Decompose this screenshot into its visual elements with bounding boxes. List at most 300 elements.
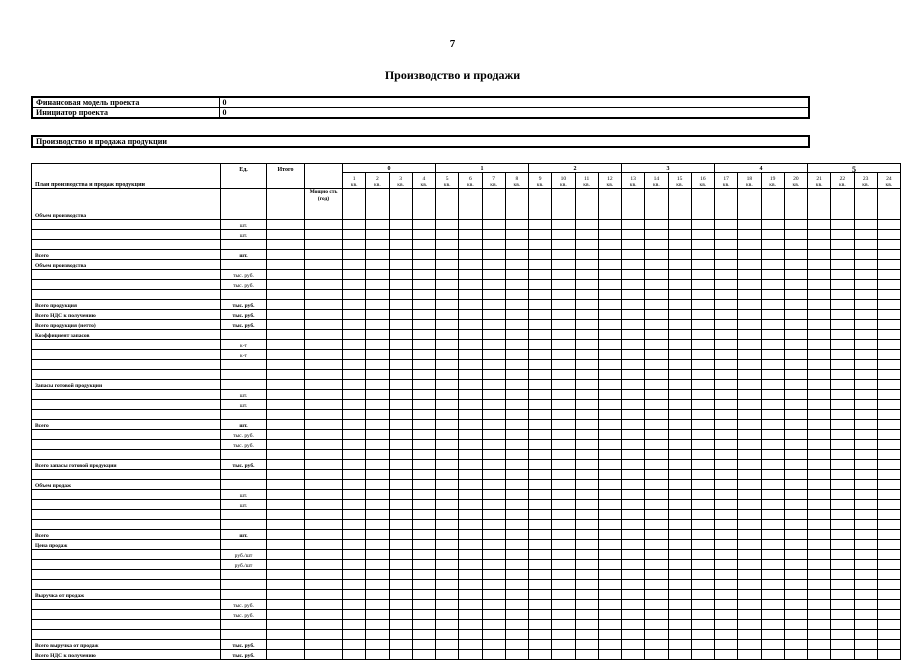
quarter-cell xyxy=(343,390,366,400)
quarter-cell xyxy=(412,300,435,310)
quarter-cell xyxy=(529,430,552,440)
quarter-cell xyxy=(436,220,459,230)
quarter-cell xyxy=(412,290,435,300)
quarter-cell xyxy=(831,189,854,220)
quarter-cell xyxy=(552,510,575,520)
row-total xyxy=(267,250,305,260)
table-row xyxy=(32,610,901,620)
project-model-value: 0 xyxy=(219,97,809,108)
quarter-cell xyxy=(343,500,366,510)
quarter-cell xyxy=(645,480,668,490)
quarter-cell xyxy=(877,300,900,310)
quarter-cell xyxy=(761,420,784,430)
quarter-cell xyxy=(598,220,621,230)
quarter-cell xyxy=(808,480,831,490)
quarter-cell xyxy=(366,490,389,500)
quarter-cell xyxy=(784,610,807,620)
quarter-cell xyxy=(691,490,714,500)
quarter-cell xyxy=(622,350,645,360)
quarter-cell xyxy=(668,410,691,420)
quarter-cell xyxy=(598,610,621,620)
quarter-cell xyxy=(482,470,505,480)
quarter-cell xyxy=(482,290,505,300)
quarter-cell xyxy=(389,530,412,540)
quarter-cell xyxy=(575,470,598,480)
quarter-cell xyxy=(343,600,366,610)
quarter-cell xyxy=(552,620,575,630)
quarter-cell xyxy=(877,450,900,460)
row-label xyxy=(32,500,221,510)
quarter-cell xyxy=(482,300,505,310)
quarter-cell xyxy=(715,620,738,630)
row-label xyxy=(32,390,221,400)
quarter-cell xyxy=(738,600,761,610)
quarter-cell xyxy=(505,440,528,450)
quarter-cell xyxy=(668,360,691,370)
quarter-cell xyxy=(505,450,528,460)
quarter-cell xyxy=(343,640,366,650)
quarter-header: 1 кв. xyxy=(343,173,366,189)
quarter-cell xyxy=(645,280,668,290)
quarter-cell xyxy=(412,400,435,410)
quarter-cell xyxy=(784,490,807,500)
quarter-cell xyxy=(761,510,784,520)
quarter-cell xyxy=(552,480,575,490)
quarter-cell xyxy=(877,580,900,590)
quarter-cell xyxy=(715,590,738,600)
quarter-cell xyxy=(482,630,505,640)
quarter-cell xyxy=(552,360,575,370)
quarter-cell xyxy=(622,240,645,250)
quarter-cell xyxy=(715,550,738,560)
quarter-cell xyxy=(645,220,668,230)
quarter-header: 9 кв. xyxy=(529,173,552,189)
quarter-cell xyxy=(482,330,505,340)
row-unit xyxy=(221,510,267,520)
quarter-cell xyxy=(575,600,598,610)
quarter-cell xyxy=(738,430,761,440)
quarter-cell xyxy=(808,280,831,290)
table-row xyxy=(32,380,901,390)
quarter-cell xyxy=(877,330,900,340)
quarter-cell xyxy=(529,650,552,660)
quarter-cell xyxy=(854,390,877,400)
quarter-cell xyxy=(598,320,621,330)
quarter-cell xyxy=(808,320,831,330)
quarter-cell xyxy=(412,440,435,450)
quarter-cell xyxy=(784,410,807,420)
quarter-cell xyxy=(691,520,714,530)
row-unit: руб./шт xyxy=(221,550,267,560)
quarter-cell xyxy=(552,290,575,300)
row-label xyxy=(32,580,221,590)
row-label xyxy=(32,510,221,520)
quarter-cell xyxy=(877,320,900,330)
quarter-cell xyxy=(412,340,435,350)
quarter-cell xyxy=(691,380,714,390)
quarter-cell xyxy=(808,189,831,220)
row-capacity xyxy=(305,490,343,500)
quarter-cell xyxy=(668,580,691,590)
quarter-cell xyxy=(738,480,761,490)
quarter-cell xyxy=(854,490,877,500)
quarter-cell xyxy=(598,390,621,400)
quarter-cell xyxy=(389,560,412,570)
quarter-cell xyxy=(366,460,389,470)
quarter-cell xyxy=(761,350,784,360)
quarter-cell xyxy=(459,270,482,280)
table-row xyxy=(32,360,901,370)
quarter-cell xyxy=(715,310,738,320)
quarter-header: 19 кв. xyxy=(761,173,784,189)
quarter-cell xyxy=(529,440,552,450)
quarter-cell xyxy=(505,320,528,330)
quarter-cell xyxy=(529,220,552,230)
quarter-cell xyxy=(645,530,668,540)
quarter-cell xyxy=(366,580,389,590)
quarter-cell xyxy=(505,260,528,270)
row-capacity xyxy=(305,250,343,260)
quarter-cell xyxy=(808,440,831,450)
quarter-cell xyxy=(598,500,621,510)
quarter-cell xyxy=(343,189,366,220)
quarter-header: 7 кв. xyxy=(482,173,505,189)
quarter-cell xyxy=(784,540,807,550)
quarter-cell xyxy=(552,270,575,280)
quarter-cell xyxy=(459,320,482,330)
quarter-header: 12 кв. xyxy=(598,173,621,189)
quarter-cell xyxy=(738,260,761,270)
quarter-cell xyxy=(691,240,714,250)
table-row xyxy=(32,650,901,660)
quarter-cell xyxy=(436,600,459,610)
quarter-cell xyxy=(808,550,831,560)
quarter-cell xyxy=(668,520,691,530)
quarter-cell xyxy=(877,390,900,400)
quarter-cell xyxy=(389,360,412,370)
quarter-cell xyxy=(691,320,714,330)
quarter-cell xyxy=(645,430,668,440)
quarter-cell xyxy=(854,410,877,420)
quarter-cell xyxy=(343,520,366,530)
row-unit xyxy=(221,540,267,550)
quarter-cell xyxy=(505,220,528,230)
quarter-cell xyxy=(552,540,575,550)
quarter-cell xyxy=(645,640,668,650)
quarter-cell xyxy=(808,230,831,240)
quarter-header: 21 кв. xyxy=(808,173,831,189)
quarter-cell xyxy=(808,530,831,540)
quarter-cell xyxy=(389,240,412,250)
quarter-cell xyxy=(854,260,877,270)
quarter-cell xyxy=(459,340,482,350)
quarter-cell xyxy=(668,610,691,620)
quarter-cell xyxy=(761,300,784,310)
quarter-cell xyxy=(459,189,482,220)
table-row xyxy=(32,480,901,490)
quarter-cell xyxy=(412,330,435,340)
quarter-cell xyxy=(412,240,435,250)
row-unit: тыс. руб. xyxy=(221,310,267,320)
quarter-cell xyxy=(366,500,389,510)
quarter-cell xyxy=(738,440,761,450)
quarter-cell xyxy=(877,630,900,640)
quarter-cell xyxy=(552,400,575,410)
quarter-cell xyxy=(529,600,552,610)
quarter-cell xyxy=(505,410,528,420)
quarter-cell xyxy=(575,330,598,340)
quarter-cell xyxy=(691,450,714,460)
quarter-cell xyxy=(436,560,459,570)
quarter-cell xyxy=(831,480,854,490)
total-header: Итого xyxy=(267,164,305,189)
quarter-cell xyxy=(529,590,552,600)
quarter-cell xyxy=(343,590,366,600)
quarter-cell xyxy=(482,610,505,620)
row-capacity xyxy=(305,220,343,230)
quarter-cell xyxy=(831,240,854,250)
quarter-cell xyxy=(738,510,761,520)
quarter-cell xyxy=(482,350,505,360)
year-header: 3 xyxy=(622,164,715,173)
row-unit xyxy=(221,380,267,390)
row-capacity xyxy=(305,510,343,520)
quarter-cell xyxy=(482,220,505,230)
quarter-cell xyxy=(622,630,645,640)
quarter-cell xyxy=(622,250,645,260)
quarter-cell xyxy=(389,630,412,640)
quarter-cell xyxy=(412,500,435,510)
quarter-cell xyxy=(622,260,645,270)
table-row xyxy=(32,410,901,420)
quarter-cell xyxy=(505,240,528,250)
quarter-cell xyxy=(389,220,412,230)
quarter-cell xyxy=(343,220,366,230)
quarter-cell xyxy=(459,220,482,230)
quarter-cell xyxy=(715,360,738,370)
quarter-cell xyxy=(738,290,761,300)
quarter-cell xyxy=(436,340,459,350)
quarter-cell xyxy=(459,540,482,550)
quarter-cell xyxy=(761,500,784,510)
quarter-cell xyxy=(715,650,738,660)
quarter-cell xyxy=(436,410,459,420)
quarter-cell xyxy=(575,550,598,560)
row-total xyxy=(267,580,305,590)
quarter-cell xyxy=(691,340,714,350)
row-capacity xyxy=(305,320,343,330)
quarter-cell xyxy=(412,380,435,390)
quarter-cell xyxy=(715,220,738,230)
row-capacity xyxy=(305,500,343,510)
row-label: Всего запасы готовой продукции xyxy=(32,460,221,470)
quarter-cell xyxy=(831,590,854,600)
quarter-cell xyxy=(343,330,366,340)
quarter-cell xyxy=(343,290,366,300)
quarter-header: 13 кв. xyxy=(622,173,645,189)
quarter-cell xyxy=(784,450,807,460)
quarter-cell xyxy=(389,440,412,450)
quarter-cell xyxy=(436,610,459,620)
quarter-cell xyxy=(552,460,575,470)
quarter-cell xyxy=(761,400,784,410)
quarter-cell xyxy=(505,530,528,540)
row-label: Всего НДС к получению xyxy=(32,310,221,320)
quarter-cell xyxy=(412,270,435,280)
table-row xyxy=(32,260,901,270)
quarter-cell xyxy=(529,400,552,410)
quarter-cell xyxy=(505,420,528,430)
quarter-cell xyxy=(412,250,435,260)
quarter-cell xyxy=(854,300,877,310)
quarter-cell xyxy=(691,650,714,660)
quarter-cell xyxy=(668,450,691,460)
quarter-cell xyxy=(854,580,877,590)
quarter-cell xyxy=(622,410,645,420)
quarter-cell xyxy=(784,560,807,570)
quarter-cell xyxy=(691,600,714,610)
quarter-cell xyxy=(645,250,668,260)
quarter-cell xyxy=(598,310,621,320)
quarter-cell xyxy=(343,350,366,360)
row-label xyxy=(32,360,221,370)
quarter-cell xyxy=(389,189,412,220)
row-label: Всего продукция (нетто) xyxy=(32,320,221,330)
quarter-cell xyxy=(877,360,900,370)
quarter-cell xyxy=(389,540,412,550)
quarter-cell xyxy=(575,440,598,450)
quarter-header: 5 кв. xyxy=(436,173,459,189)
quarter-cell xyxy=(808,580,831,590)
quarter-cell xyxy=(598,230,621,240)
row-label: Объем производства xyxy=(32,189,221,220)
quarter-cell xyxy=(505,380,528,390)
quarter-cell xyxy=(505,230,528,240)
row-label: Всего продукция xyxy=(32,300,221,310)
quarter-cell xyxy=(691,440,714,450)
row-unit: шт. xyxy=(221,390,267,400)
quarter-cell xyxy=(831,400,854,410)
quarter-cell xyxy=(366,560,389,570)
row-label xyxy=(32,280,221,290)
quarter-cell xyxy=(668,370,691,380)
quarter-cell xyxy=(668,600,691,610)
quarter-cell xyxy=(505,570,528,580)
quarter-cell xyxy=(343,490,366,500)
quarter-cell xyxy=(366,550,389,560)
row-unit xyxy=(221,520,267,530)
quarter-cell xyxy=(668,620,691,630)
quarter-cell xyxy=(366,290,389,300)
row-unit: шт. xyxy=(221,500,267,510)
quarter-cell xyxy=(412,390,435,400)
quarter-cell xyxy=(645,240,668,250)
row-capacity xyxy=(305,530,343,540)
row-unit xyxy=(221,630,267,640)
quarter-cell xyxy=(575,650,598,660)
quarter-cell xyxy=(668,240,691,250)
quarter-cell xyxy=(598,650,621,660)
quarter-cell xyxy=(529,300,552,310)
quarter-cell xyxy=(691,500,714,510)
quarter-cell xyxy=(761,550,784,560)
quarter-cell xyxy=(877,189,900,220)
quarter-cell xyxy=(831,380,854,390)
row-capacity xyxy=(305,240,343,250)
quarter-cell xyxy=(715,500,738,510)
row-unit: шт. xyxy=(221,250,267,260)
quarter-cell xyxy=(622,600,645,610)
row-label xyxy=(32,220,221,230)
quarter-cell xyxy=(459,510,482,520)
quarter-cell xyxy=(691,370,714,380)
quarter-cell xyxy=(575,570,598,580)
quarter-cell xyxy=(552,320,575,330)
quarter-cell xyxy=(436,540,459,550)
quarter-cell xyxy=(854,540,877,550)
quarter-cell xyxy=(389,400,412,410)
quarter-cell xyxy=(482,480,505,490)
row-label xyxy=(32,350,221,360)
quarter-cell xyxy=(482,420,505,430)
quarter-cell xyxy=(854,470,877,480)
quarter-cell xyxy=(366,630,389,640)
project-info-table xyxy=(31,96,810,119)
quarter-cell xyxy=(831,540,854,550)
quarter-cell xyxy=(761,240,784,250)
quarter-cell xyxy=(343,650,366,660)
quarter-cell xyxy=(529,280,552,290)
quarter-cell xyxy=(738,490,761,500)
quarter-cell xyxy=(854,280,877,290)
quarter-cell xyxy=(552,450,575,460)
quarter-cell xyxy=(738,280,761,290)
quarter-cell xyxy=(482,580,505,590)
quarter-cell xyxy=(366,340,389,350)
quarter-cell xyxy=(412,350,435,360)
quarter-cell xyxy=(622,330,645,340)
quarter-cell xyxy=(761,250,784,260)
row-total xyxy=(267,290,305,300)
quarter-cell xyxy=(877,500,900,510)
table-row xyxy=(32,430,901,440)
quarter-cell xyxy=(877,230,900,240)
row-label: Цена продаж xyxy=(32,540,221,550)
quarter-header: 23 кв. xyxy=(854,173,877,189)
quarter-cell xyxy=(831,520,854,530)
quarter-cell xyxy=(575,250,598,260)
row-capacity xyxy=(305,600,343,610)
row-capacity xyxy=(305,540,343,550)
quarter-cell xyxy=(343,470,366,480)
quarter-cell xyxy=(389,470,412,480)
quarter-cell xyxy=(598,440,621,450)
quarter-cell xyxy=(877,470,900,480)
quarter-cell xyxy=(622,460,645,470)
quarter-cell xyxy=(691,610,714,620)
quarter-cell xyxy=(575,520,598,530)
quarter-cell xyxy=(575,400,598,410)
quarter-cell xyxy=(529,250,552,260)
quarter-cell xyxy=(529,370,552,380)
table-row xyxy=(32,530,901,540)
quarter-cell xyxy=(412,310,435,320)
quarter-cell xyxy=(598,340,621,350)
row-total xyxy=(267,530,305,540)
quarter-cell xyxy=(366,470,389,480)
quarter-header: 4 кв. xyxy=(412,173,435,189)
quarter-cell xyxy=(436,430,459,440)
